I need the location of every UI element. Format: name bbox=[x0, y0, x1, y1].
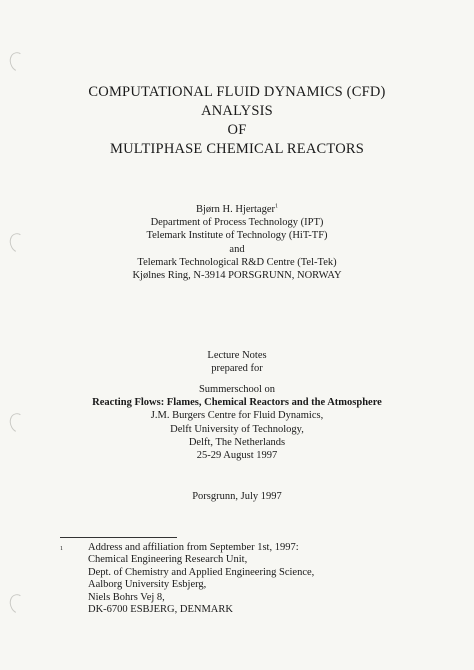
event-block bbox=[0, 383, 474, 462]
summerschool-label: Summerschool on bbox=[198, 384, 276, 395]
affiliation-line: and bbox=[229, 243, 245, 255]
prepared-for-label: prepared for bbox=[211, 363, 263, 375]
footnote-line: Chemical Engineering Research Unit, bbox=[88, 554, 248, 566]
footnote-line: Dept. of Chemistry and Applied Engineering Science, bbox=[88, 566, 315, 578]
affiliation-line: Kjølnes Ring, N-3914 PORSGRUNN, NORWAY bbox=[132, 270, 342, 282]
footnote-divider bbox=[60, 537, 177, 538]
author-block bbox=[0, 203, 474, 282]
place-date bbox=[0, 490, 474, 503]
affiliation-line: Department of Process Technology (IPT) bbox=[150, 217, 324, 229]
footnote-reference: 1 bbox=[275, 203, 279, 210]
punch-hole-mark bbox=[7, 50, 29, 74]
punch-hole-mark bbox=[7, 592, 29, 616]
footnote-line: Niels Bohrs Vej 8, bbox=[88, 591, 165, 603]
title-line: OF bbox=[227, 122, 247, 138]
lecture-notes-label: Lecture Notes bbox=[207, 350, 267, 361]
footnote-line: Aalborg University Esbjerg, bbox=[88, 579, 207, 591]
event-detail: J.M. Burgers Centre for Fluid Dynamics, bbox=[150, 410, 324, 422]
document-title bbox=[0, 83, 474, 159]
event-title: Reacting Flows: Flames, Chemical Reactors and the Atmosphere bbox=[92, 397, 382, 409]
footnote-mark: 1 bbox=[60, 546, 63, 552]
title-line: MULTIPHASE CHEMICAL REACTORS bbox=[109, 141, 364, 157]
lecture-notes-block bbox=[0, 349, 474, 375]
footnote bbox=[88, 542, 314, 616]
title-line: ANALYSIS bbox=[201, 103, 273, 119]
event-detail: Delft University of Technology, bbox=[170, 423, 304, 435]
place-date-text: Porsgrunn, July 1997 bbox=[192, 491, 282, 502]
affiliation-line: Telemark Technological R&D Centre (Tel-Tek) bbox=[137, 256, 337, 268]
event-detail: 25-29 August 1997 bbox=[196, 450, 278, 462]
footnote-line: Address and affiliation from September 1st, 1997: bbox=[88, 542, 299, 553]
author-name: Bjørn H. Hjertager bbox=[195, 204, 276, 215]
affiliation-line: Telemark Institute of Technology (HiT-TF) bbox=[146, 230, 328, 242]
footnote-line: DK-6700 ESBJERG, DENMARK bbox=[88, 604, 233, 616]
event-detail: Delft, The Netherlands bbox=[188, 436, 286, 448]
title-line: COMPUTATIONAL FLUID DYNAMICS (CFD) bbox=[88, 84, 386, 100]
author-line bbox=[0, 203, 474, 216]
